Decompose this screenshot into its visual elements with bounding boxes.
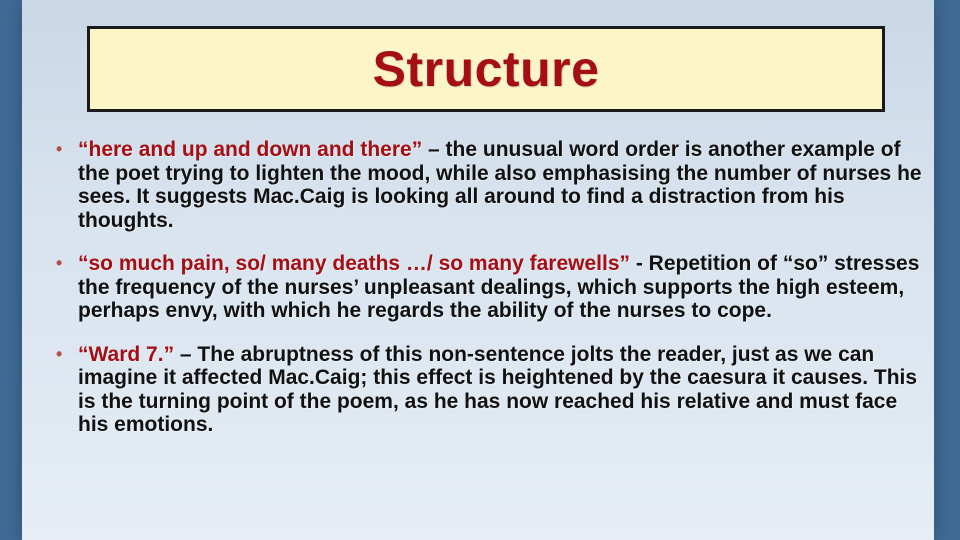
bullet-item-3 [56, 343, 926, 437]
bullet-dot-icon: • [56, 139, 63, 159]
bullet-quote: “so much pain, so/ many deaths …/ so many farewells” [78, 252, 630, 275]
title-box [87, 26, 885, 112]
bullet-item-1 [56, 138, 926, 232]
bullet-item-2 [56, 252, 926, 323]
bullet-text: - Repetition of “so” stresses the frequency of the nurses’ unpleasant dealings, which supports the high esteem, perhaps envy, with which he regards the ability of the nurses to cope. [78, 252, 920, 322]
bullet-dot-icon: • [56, 253, 63, 273]
bullet-dot-icon: • [56, 343, 63, 364]
bullet-quote: “here and up and down and there” [78, 138, 423, 161]
bullet-list [56, 138, 926, 437]
bullet-text: – The abruptness of this non-sentence jolts the reader, just as we can imagine it affected Mac.Caig; this effect is heightened by the caesura it causes. This is the turning point of the poem, as he has now reached his relative and must face his emotions. [78, 342, 918, 436]
bullet-text: – the unusual word order is another example of the poet trying to lighten the mood, while also emphasising the number of nurses he sees. It suggests Mac.Caig is looking all around to find a distraction from his thoughts. [78, 138, 922, 232]
slide-title: Structure [372, 41, 600, 97]
bullet-quote: “Ward 7.” [78, 342, 175, 366]
